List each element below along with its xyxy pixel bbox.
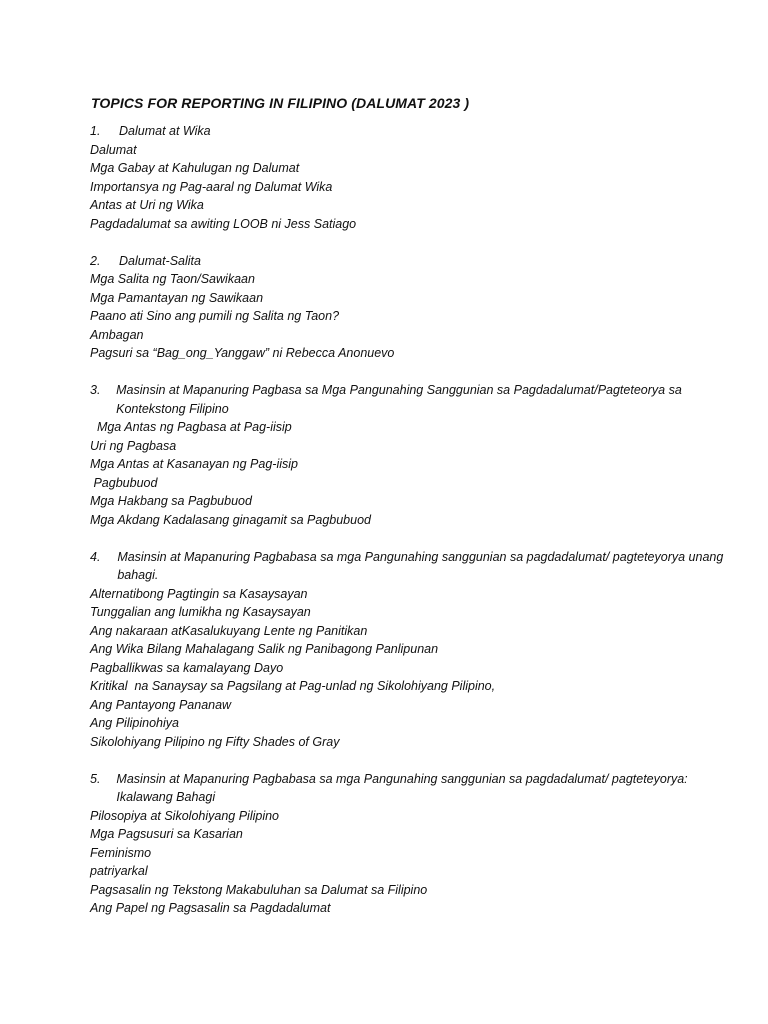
topic-item: Kritikal na Sanaysay sa Pagsilang at Pag-unlad ng Sikolohiyang Pilipino, [90,679,496,693]
topic-item: Mga Antas at Kasanayan ng Pag-iisip [90,457,298,471]
section-heading [90,122,730,141]
topic-item: Mga Salita ng Taon/Sawikaan [90,272,255,286]
topic-item: Mga Antas ng Pagbasa at Pag-iisip [90,420,292,434]
topic-item: Ang nakaraan atKasalukuyang Lente ng Panitikan [90,623,368,638]
section-number: 1. [90,124,101,138]
section-number: 3. [90,383,101,397]
topic-item: Sikolohiyang Pilipino ng Fifty Shades of Gray [90,734,340,749]
section-number: 5. [90,771,101,786]
section-heading [90,381,730,418]
topic-item: Ang Wika Bilang Mahalagang Salik ng Panibagong Panlipunan [90,642,439,656]
section-heading [90,252,730,271]
topic-item: Pagbubuod [90,475,158,490]
topic-item: Dalumat [90,142,137,157]
topic-item: Pilosopiya at Sikolohiyang Pilipino [90,808,280,823]
topic-item: Alternatibong Pagtingin sa Kasaysayan [90,586,308,601]
section-number: 4. [90,549,101,564]
topic-item: Mga Akdang Kadalasang ginagamit sa Pagbubuod [90,512,371,527]
topic-item: Pagsuri sa “Bag_ong_Yanggaw” ni Rebecca Anonuevo [90,346,395,360]
topic-item: Uri ng Pagbasa [90,438,177,453]
topic-item: Pagdadalumat sa awiting LOOB ni Jess Satiago [90,216,357,231]
topic-item: Antas at Uri ng Wika [90,198,204,212]
section-title: Dalumat at Wika [119,124,211,138]
topic-item: Ang Pantayong Pananaw [90,697,232,712]
topic-item: Pagballikwas sa kamalayang Dayo [90,660,284,675]
topic-section [90,252,730,363]
topic-item: Mga Gabay at Kahulugan ng Dalumat [90,161,300,175]
topic-section [90,548,730,752]
section-title: Dalumat-Salita [119,253,201,268]
topic-item: patriyarkal [90,864,148,878]
topic-item: Mga Pagsusuri sa Kasarian [90,827,243,841]
topic-item: Ambagan [90,327,144,342]
topic-item: Paano ati Sino ang pumili ng Salita ng Taon? [90,309,340,323]
topic-item: Ang Papel ng Pagsasalin sa Pagdadalumat [90,901,331,915]
section-title: Masinsin at Mapanuring Pagbasa sa Mga Pangunahing Sanggunian sa Pagdadalumat/Pagteteorya sa Kontekstong Filipino [116,383,682,416]
topic-section [90,122,730,233]
topic-item: Mga Hakbang sa Pagbubuod [90,494,252,508]
topic-item: Importansya ng Pag-aaral ng Dalumat Wika [90,179,333,194]
topic-section [90,770,730,918]
document-title: TOPICS FOR REPORTING IN FILIPINO (DALUMAT 2023 ) [91,95,470,111]
section-title: Masinsin at Mapanuring Pagbabasa sa mga Pangunahing sanggunian sa pagdadalumat/ pagteteyorya: Ikalawang Bahagi [116,771,688,804]
section-number: 2. [90,253,101,268]
topic-section [90,381,730,529]
topic-item: Feminismo [90,845,152,860]
topics-list [90,122,730,936]
section-heading [90,548,730,585]
topic-item: Mga Pamantayan ng Sawikaan [90,290,264,305]
topic-item: Ang Pilipinohiya [90,716,179,730]
topic-item: Pagsasalin ng Tekstong Makabuluhan sa Dalumat sa Filipino [90,882,428,897]
section-title: Masinsin at Mapanuring Pagbabasa sa mga Pangunahing sanggunian sa pagdadalumat/ pagteteyorya unang bahagi. [117,549,724,582]
topic-item: Tunggalian ang lumikha ng Kasaysayan [90,605,311,619]
section-heading [90,770,730,807]
